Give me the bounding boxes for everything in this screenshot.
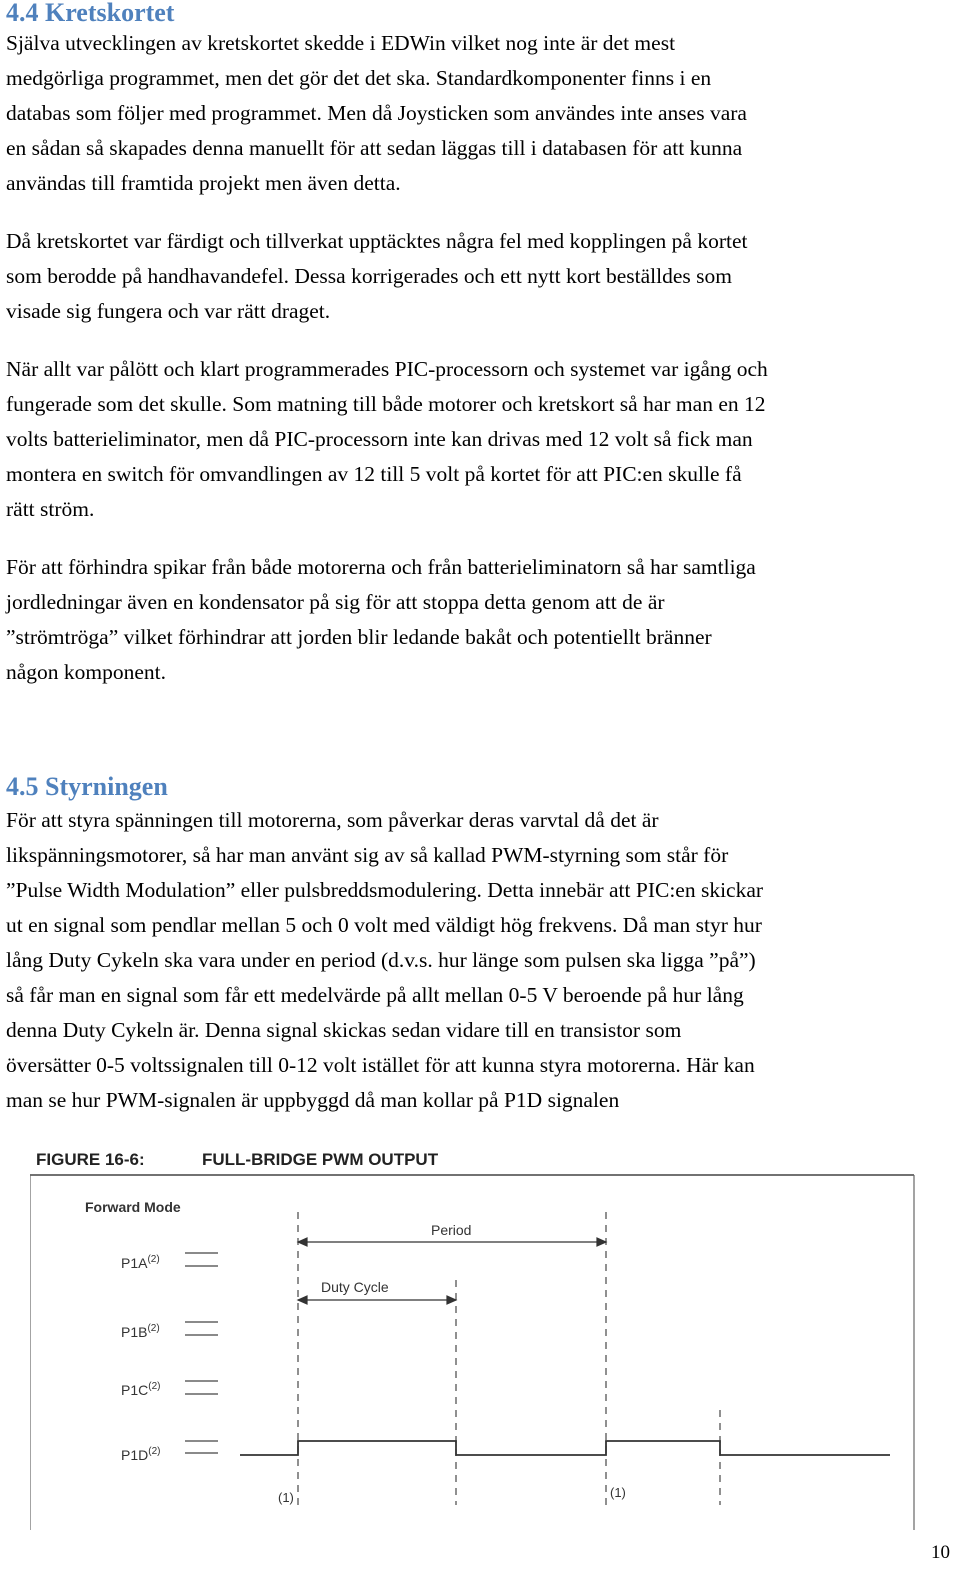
text-line: jordledningar även en kondensator på sig för att stoppa detta genom att de är bbox=[6, 590, 665, 614]
forward-mode-label: Forward Mode bbox=[85, 1199, 181, 1215]
text-line: visade sig fungera och var rätt draget. bbox=[6, 299, 331, 323]
svg-text:P1A(2) bbox=[121, 1254, 160, 1271]
paragraph bbox=[6, 803, 956, 1118]
duty-cycle-label: Duty Cycle bbox=[321, 1279, 389, 1295]
text-line: ”strömtröga” vilket förhindrar att jorden blir ledande bakåt och potentiellt bränner bbox=[6, 625, 712, 649]
figure-label: FIGURE 16-6: bbox=[36, 1150, 145, 1169]
section-4-5-heading: 4.5 Styrningen bbox=[6, 772, 168, 801]
figure-title: FULL-BRIDGE PWM OUTPUT bbox=[202, 1150, 439, 1169]
text-line: man se hur PWM-signalen är uppbyggd då man kollar på P1D signalen bbox=[6, 1088, 620, 1112]
duty-cycle-annotation bbox=[298, 1296, 456, 1304]
text-line: fungerade som det skulle. Som matning till både motorer och kretskort så har man en 12 bbox=[6, 392, 766, 416]
svg-text:P1D(2) bbox=[121, 1446, 160, 1463]
text-line: För att styra spänningen till motorerna, som påverkar deras varvtal då det är bbox=[6, 808, 659, 832]
text-line: denna Duty Cykeln är. Denna signal skickas sedan vidare till en transistor som bbox=[6, 1018, 682, 1042]
text-line: databas som följer med programmet. Men då Joysticken som användes inte anses vara bbox=[6, 101, 747, 125]
signal-p1a bbox=[121, 1253, 218, 1271]
pwm-output-figure bbox=[30, 1140, 930, 1530]
signal-label-p1b: P1B bbox=[121, 1324, 148, 1340]
text-line: volts batterieliminator, men då PIC-processorn inte kan drivas med 12 volt så fick man bbox=[6, 427, 753, 451]
signal-p1b bbox=[121, 1322, 218, 1340]
text-line: För att förhindra spikar från både motorerna och från batterieliminatorn så har samtliga bbox=[6, 555, 756, 579]
text-line: Då kretskortet var färdigt och tillverkat upptäcktes några fel med kopplingen på kortet bbox=[6, 229, 748, 253]
paragraph bbox=[6, 550, 956, 690]
text-line: användas till framtida projekt men även detta. bbox=[6, 171, 401, 195]
signal-sup-p1c: (2) bbox=[148, 1381, 161, 1392]
grid-lines bbox=[298, 1212, 720, 1505]
text-line: När allt var pålött och klart programmerades PIC-processorn och systemet var igång och bbox=[6, 357, 768, 381]
text-line: montera en switch för omvandlingen av 12 till 5 volt på kortet för att PIC:en skulle få bbox=[6, 462, 742, 486]
signal-label-p1d: P1D bbox=[121, 1447, 149, 1463]
period-label: Period bbox=[431, 1222, 472, 1238]
text-line: ut en signal som pendlar mellan 5 och 0 volt med väldigt hög frekvens. Då man styr hur bbox=[6, 913, 762, 937]
p1d-pwm-waveform bbox=[240, 1441, 890, 1455]
svg-text:P1B(2) bbox=[121, 1323, 160, 1340]
svg-text:P1C(2) bbox=[121, 1381, 160, 1398]
signal-sup-p1a: (2) bbox=[147, 1254, 160, 1265]
paragraph bbox=[6, 224, 956, 329]
text-line: som berodde på handhavandefel. Dessa korrigerades och ett nytt kort beställdes som bbox=[6, 264, 733, 288]
text-line: någon komponent. bbox=[6, 660, 167, 684]
paragraph bbox=[6, 352, 956, 527]
paragraph bbox=[6, 26, 956, 201]
text-line: ”Pulse Width Modulation” eller pulsbreddsmodulering. Detta innebär att PIC:en skickar bbox=[6, 878, 764, 902]
text-line: lång Duty Cykeln ska vara under en period (d.v.s. hur länge som pulsen ska ligga ”på”) bbox=[6, 948, 756, 972]
page-number: 10 bbox=[931, 1542, 950, 1563]
signal-label-p1c: P1C bbox=[121, 1382, 149, 1398]
text-line: så får man en signal som får ett medelvärde på allt mellan 0-5 V beroende på hur lång bbox=[6, 983, 744, 1007]
text-line: en sådan så skapades denna manuellt för att sedan läggas till i databasen för att kunna bbox=[6, 136, 743, 160]
text-line: översätter 0-5 voltssignalen till 0-12 volt istället för att kunna styra motorerna. Här kan bbox=[6, 1053, 755, 1077]
period-annotation bbox=[298, 1238, 606, 1246]
text-line: Själva utvecklingen av kretskortet skedde i EDWin vilket nog inte är det mest bbox=[6, 31, 676, 55]
signal-p1d bbox=[121, 1441, 890, 1463]
signal-label-p1a: P1A bbox=[121, 1255, 148, 1271]
note-marker-2: (1) bbox=[610, 1485, 626, 1500]
section-4-4-heading: 4.4 Kretskortet bbox=[6, 0, 175, 27]
signal-sup-p1b: (2) bbox=[147, 1323, 160, 1334]
signal-sup-p1d: (2) bbox=[148, 1446, 161, 1457]
signal-p1c bbox=[121, 1381, 218, 1398]
text-line: rätt ström. bbox=[6, 497, 95, 521]
text-line: likspänningsmotorer, så har man använt sig av så kallad PWM-styrning som står för bbox=[6, 843, 729, 867]
text-line: medgörliga programmet, men det gör det det ska. Standardkomponenter finns i en bbox=[6, 66, 712, 90]
note-marker-1: (1) bbox=[278, 1490, 294, 1505]
